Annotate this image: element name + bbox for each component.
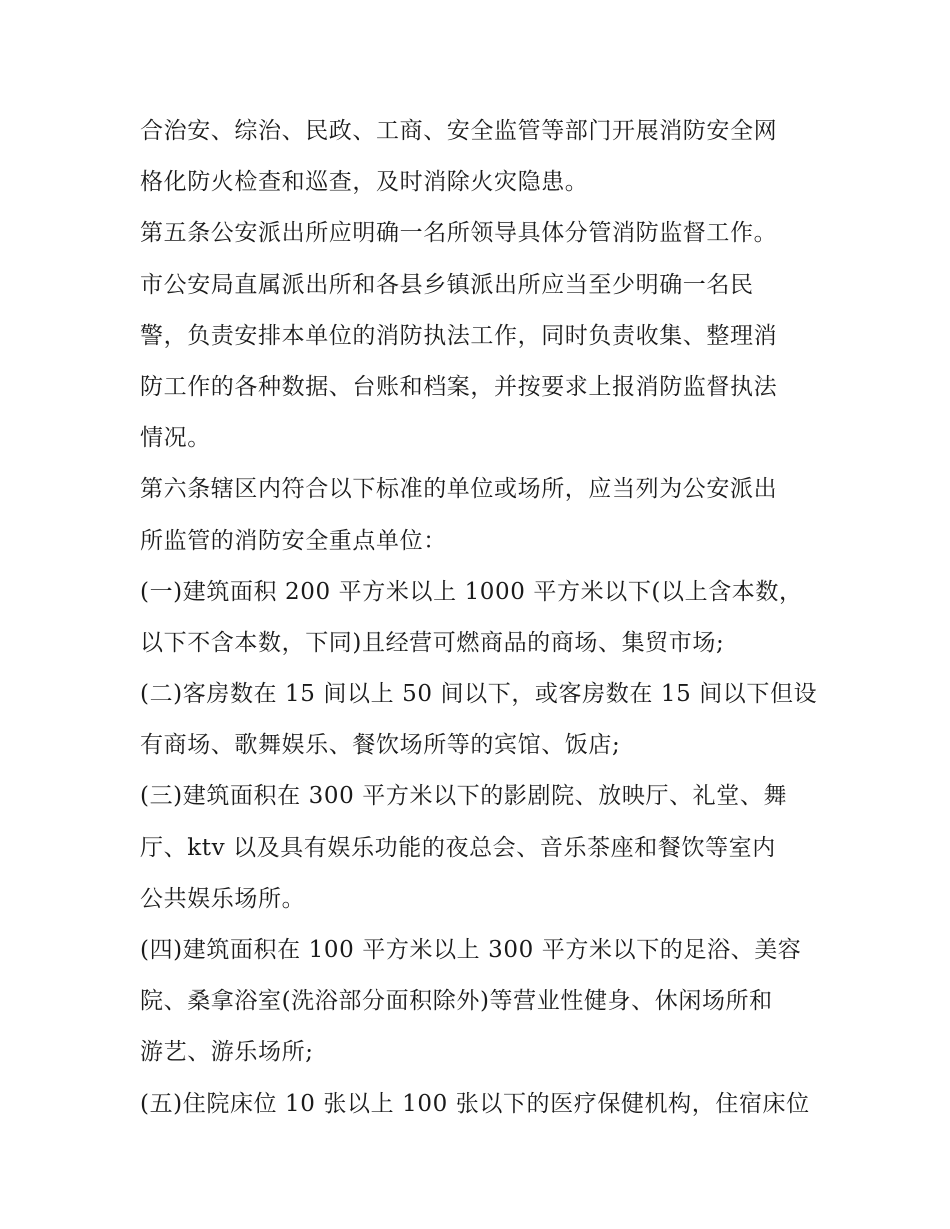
document-body [140,106,830,1130]
text-line: (三)建筑面积在 300 平方米以下的影剧院、放映厅、礼堂、舞 [140,783,788,810]
text-line: 第六条辖区内符合以下标准的单位或场所，应当列为公安派出 [140,476,778,503]
text-line: 有商场、歌舞娱乐、餐饮场所等的宾馆、饭店; [140,732,621,759]
text-line: 警，负责安排本单位的消防执法工作，同时负责收集、整理消 [140,322,778,349]
text-line: 所监管的消防安全重点单位： [140,527,447,554]
text-line: (四)建筑面积在 100 平方米以上 300 平方米以下的足浴、美容 [140,937,802,963]
text-line: 防工作的各种数据、台账和档案，并按要求上报消防监督执法 [140,373,778,400]
text-line: 公共娱乐场所。 [140,885,306,912]
text-line: 第五条公安派出所应明确一名所领导具体分管消防监督工作。 [140,220,778,247]
text-line: 合治安、综治、民政、工商、安全监管等部门开展消防安全网 [140,118,778,144]
text-line: (一)建筑面积 200 平方米以上 1000 平方米以下(以上含本数， [140,578,803,605]
text-line: 院、桑拿浴室(洗浴部分面积除外)等营业性健身、休闲场所和 [140,988,773,1015]
text-line: 情况。 [140,425,211,452]
text-line: 格化防火检查和巡查，及时消除火灾隐患。 [140,169,589,196]
text-line: 市公安局直属派出所和各县乡镇派出所应当至少明确一名民 [140,271,754,298]
text-line: (二)客房数在 15 间以上 50 间以下，或客房数在 15 间以下但设 [140,681,818,708]
text-line: 游艺、游乐场所; [140,1039,314,1066]
text-line: (五)住院床位 10 张以上 100 张以下的医疗保健机构，住宿床位 [140,1090,810,1117]
text-line: 厅、ktv 以及具有娱乐功能的夜总会、音乐茶座和餐饮等室内 [140,834,776,861]
text-line: 以下不含本数，下同)且经营可燃商品的商场、集贸市场; [140,629,725,656]
